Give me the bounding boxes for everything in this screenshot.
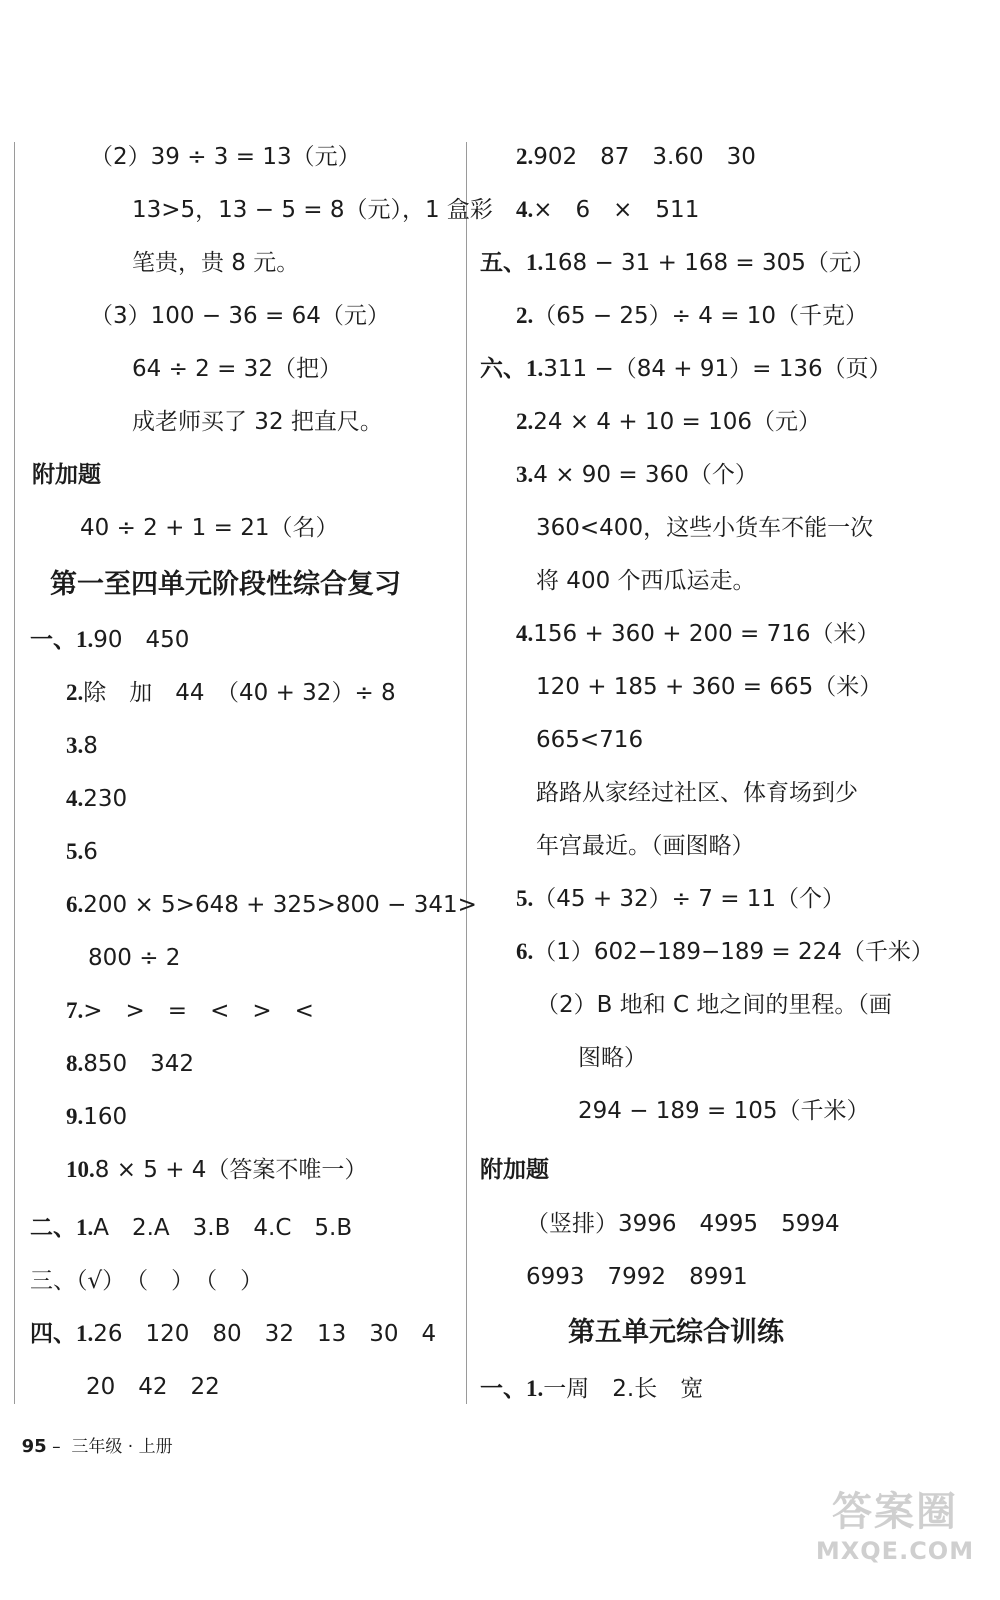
answer-line: 800 ÷ 2	[88, 945, 181, 971]
answer-line: 6.200 × 5>648 + 325>800 − 341>	[66, 892, 477, 918]
answer-line: 6.（1）602−189−189 = 224（千米）	[516, 939, 934, 965]
answer-line: 4.230	[66, 786, 128, 812]
bonus-heading: 附加题	[480, 1157, 549, 1183]
answer-line: 3.4 × 90 = 360（个）	[516, 462, 758, 488]
answer-line: 20 42 22	[86, 1374, 220, 1400]
grade-label: 三年级 · 上册	[71, 1437, 173, 1457]
answer-line: 年宫最近。（画图略）	[536, 833, 755, 859]
section-title: 第一至四单元阶段性综合复习	[50, 569, 401, 600]
left-margin-line	[14, 142, 15, 1404]
answer-line: 6993 7992 8991	[526, 1264, 748, 1290]
page-number: 95	[21, 1436, 47, 1457]
answer-line: 成老师买了 32 把直尺。	[132, 409, 383, 435]
bonus-heading: 附加题	[32, 462, 101, 488]
watermark-url: MXQE.COM	[815, 1537, 975, 1565]
answer-line: 2.除 加 44 （40 + 32）÷ 8	[66, 680, 396, 706]
answer-line: 3.8	[66, 733, 98, 759]
answer-line: 五、1.168 − 31 + 168 = 305（元）	[480, 250, 875, 276]
answer-line: 一、1.一周 2.长 宽	[480, 1376, 704, 1402]
section-title: 第五单元综合训练	[568, 1317, 784, 1348]
answer-line: 665<716	[536, 727, 644, 753]
answer-line: 二、1.A 2.A 3.B 4.C 5.B	[30, 1215, 353, 1241]
answer-line: 13>5，13 − 5 = 8（元），1 盒彩	[132, 197, 493, 223]
answer-line: 40 ÷ 2 + 1 = 21（名）	[80, 515, 339, 541]
answer-line: 5.（45 + 32）÷ 7 = 11（个）	[516, 886, 846, 912]
answer-line: 四、1.26 120 80 32 13 30 4	[30, 1321, 437, 1347]
answer-line: 图略）	[578, 1045, 647, 1071]
answer-line: （2）39 ÷ 3 = 13（元）	[90, 144, 361, 170]
column-divider	[466, 142, 467, 1404]
answer-line: 4.156 + 360 + 200 = 716（米）	[516, 621, 880, 647]
watermark	[805, 1488, 985, 1600]
answer-line: （3）100 − 36 = 64（元）	[90, 303, 390, 329]
answer-line: 9.160	[66, 1104, 128, 1130]
answer-line: 360<400，这些小货车不能一次	[536, 515, 874, 541]
answer-line: 三、（√） （ ） （ ）	[30, 1268, 264, 1294]
answer-line: 120 + 185 + 360 = 665（米）	[536, 674, 883, 700]
footer-dash: –	[46, 1437, 61, 1457]
answer-line: 8.850 342	[66, 1051, 195, 1077]
answer-line: 路路从家经过社区、体育场到少	[536, 780, 858, 806]
answer-line: 64 ÷ 2 = 32（把）	[132, 356, 342, 382]
answer-line: 2.（65 − 25）÷ 4 = 10（千克）	[516, 303, 869, 329]
answer-line: 2.24 × 4 + 10 = 106（元）	[516, 409, 821, 435]
answer-line: 笔贵，贵 8 元。	[132, 250, 300, 276]
answer-line: 10.8 × 5 + 4（答案不唯一）	[66, 1157, 368, 1183]
answer-line: 7.> > = < > <	[66, 998, 314, 1024]
page-footer	[0, 1412, 173, 1477]
answer-line: 六、1.311 −（84 + 91）= 136（页）	[480, 356, 892, 382]
answer-line: 一、1.90 450	[30, 627, 190, 653]
answer-line: 2.902 87 3.60 30	[516, 144, 756, 170]
answer-line: 294 − 189 = 105（千米）	[578, 1098, 870, 1124]
answer-line: （竖排）3996 4995 5994	[526, 1211, 840, 1237]
watermark-logo: 答案圈	[832, 1489, 958, 1535]
answer-line: 4.× 6 × 511	[516, 197, 700, 223]
answer-line: （2）B 地和 C 地之间的里程。（画	[536, 992, 892, 1018]
answer-line: 5.6	[66, 839, 98, 865]
answer-line: 将 400 个西瓜运走。	[536, 568, 756, 594]
